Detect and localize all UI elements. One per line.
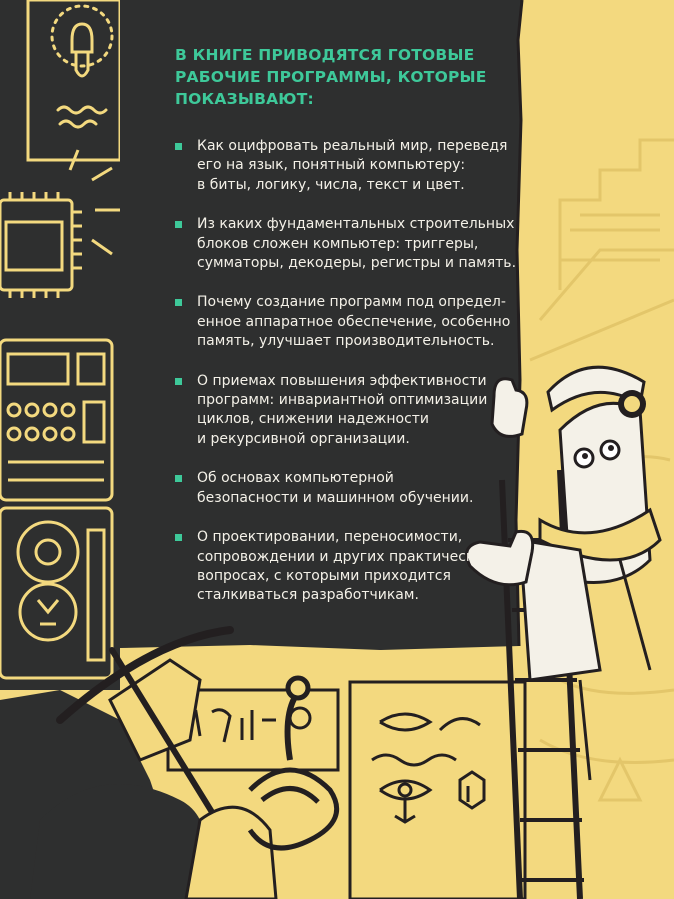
headline-line: ПОКАЗЫВАЮТ: bbox=[175, 90, 314, 108]
bullet-square-icon bbox=[175, 143, 182, 150]
list-item: О проектировании, переносимости, сопровождении и других практических вопросах, с которыми приходится сталкиваться разработчикам. bbox=[175, 528, 495, 606]
bullet-square-icon bbox=[175, 534, 182, 541]
bullet-square-icon bbox=[175, 221, 182, 228]
bullet-square-icon bbox=[175, 378, 182, 385]
list-item: Об основах компьютерной безопасности и машинном обучении. bbox=[175, 469, 495, 508]
panel-headline bbox=[175, 44, 495, 110]
headline-line: В КНИГЕ ПРИВОДЯТСЯ ГОТОВЫЕ bbox=[175, 46, 475, 64]
list-item: О приемах повышения эффективности программ: инвариантной оптимизации циклов, снижении надежности и рекурсивной организации. bbox=[175, 372, 495, 450]
bullet-square-icon bbox=[175, 299, 182, 306]
feature-list bbox=[175, 137, 517, 606]
bullet-square-icon bbox=[175, 475, 182, 482]
headline-line: РАБОЧИЕ ПРОГРАММЫ, КОТОРЫЕ bbox=[175, 68, 487, 86]
list-item: Почему создание программ под определ- енное аппаратное обеспечение, особенно память, улучшает производительность. bbox=[175, 293, 495, 351]
book-features-panel bbox=[175, 44, 517, 626]
left-machinery bbox=[0, 0, 120, 690]
list-item: Как оцифровать реальный мир, переведя его на язык, понятный компьютеру: в биты, логику, числа, текст и цвет. bbox=[175, 137, 495, 195]
list-item: Из каких фундаментальных строительных блоков сложен компьютер: триггеры, сумматоры, декодеры, регистры и память. bbox=[175, 215, 495, 273]
